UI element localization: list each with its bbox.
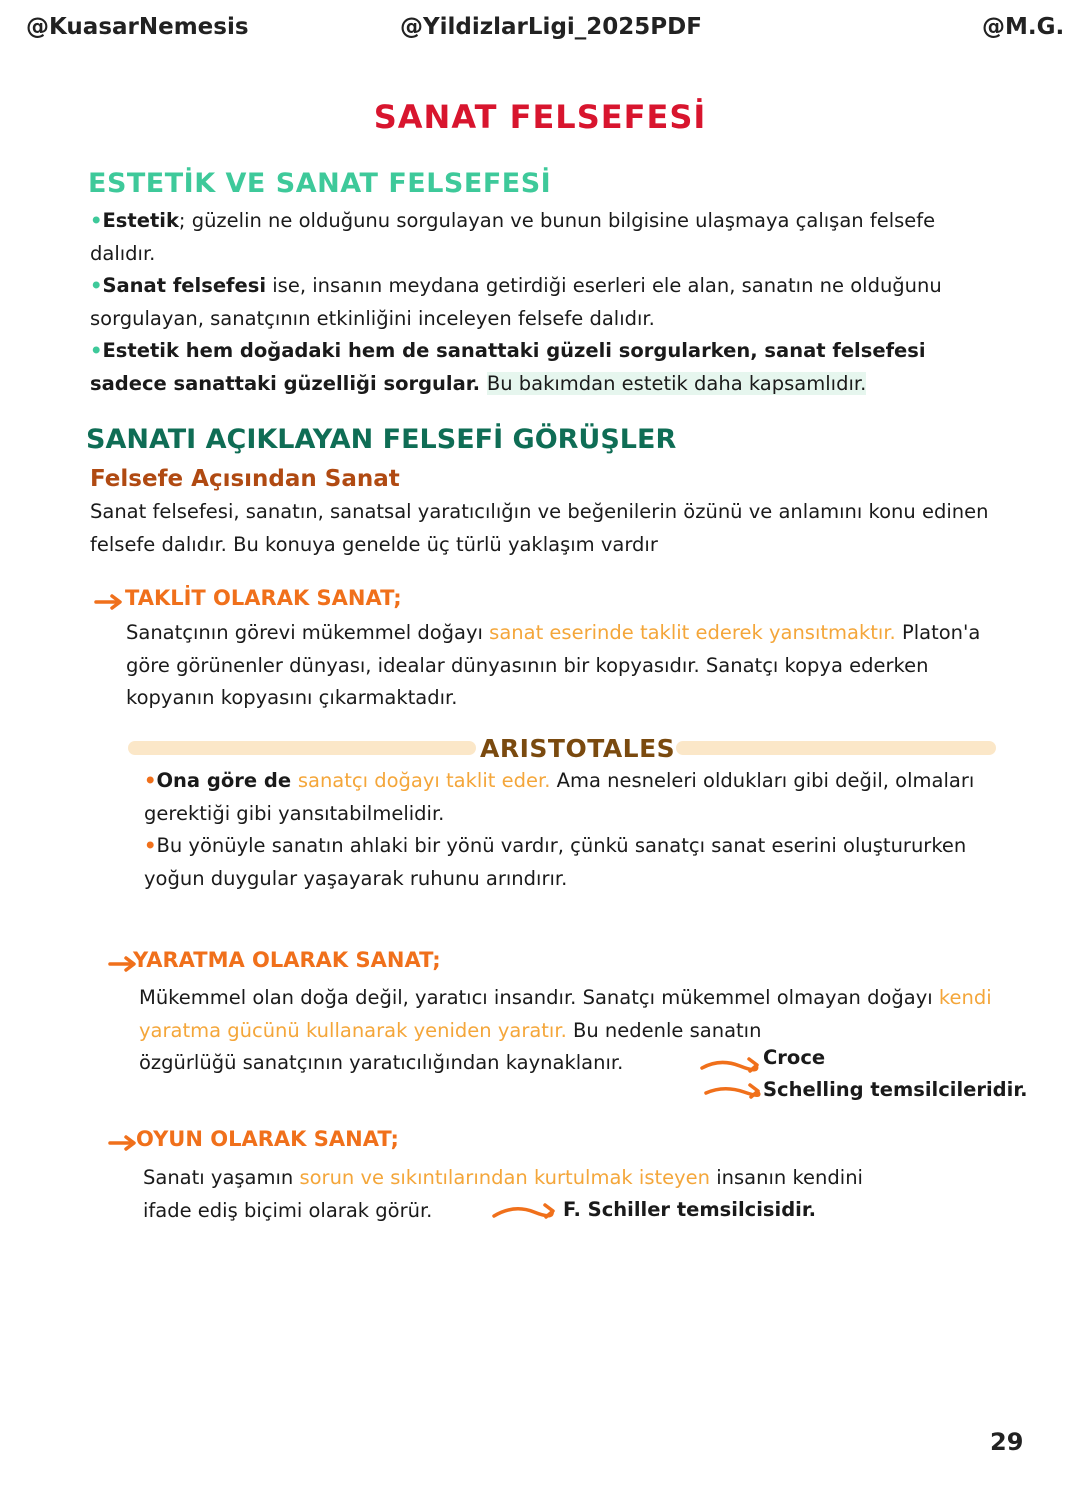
heading-yaratma: YARATMA OLARAK SANAT; (133, 948, 441, 972)
sanat-felsefesi-definition-text: ise, insanın meydana getirdiği eserleri ele alan, sanatın ne olduğunu sorgulayan, sanatçının etkinliğini inceleyen felsefe dalıdır. (90, 274, 942, 330)
page-title: SANAT FELSEFESİ (373, 98, 707, 136)
oyun-last-line: ifade ediş biçimi olarak görür. (143, 1199, 433, 1222)
taklit-text-start: Sanatçının görevi mükemmel doğayı (126, 621, 490, 644)
section-heading-estetik: ESTETİK VE SANAT FELSEFESİ (88, 168, 552, 199)
paragraph-aristotales-2 (144, 830, 1014, 895)
bullet-icon: • (90, 339, 103, 362)
representative-schelling: Schelling temsilcileridir. (763, 1078, 1028, 1101)
bullet-icon: • (90, 274, 103, 297)
paragraph-estetik-definition (90, 205, 990, 270)
bullet-icon: • (144, 769, 157, 792)
yaratma-last-line: özgürlüğü sanatçının yaratıcılığından kaynaklanır. (139, 1051, 624, 1074)
arrow-right-icon (108, 1134, 138, 1152)
yaratma-text-end: Bu nedenle sanatın (566, 1018, 762, 1042)
paragraph-yaratma (139, 982, 1019, 1047)
yaratma-highlight: kendi yaratma gücünü kullanarak yeniden yaratır. (139, 986, 992, 1042)
aristotales-text-end: Ama nesneleri oldukları gibi değil, olmaları gerektiği gibi yansıtabilmelidir. (144, 769, 975, 825)
aristotales-text-start: Ona göre de (156, 769, 298, 792)
bullet-icon: • (90, 209, 103, 232)
aristotales-divider-right (676, 741, 996, 755)
aristotales-ethics-text: Bu yönüyle sanatın ahlaki bir yönü vardır, çünkü sanatçı sanat eserini oluştururken yoğun duygular yaşayarak ruhunu arındırır. (144, 834, 967, 890)
paragraph-intro: Sanat felsefesi, sanatın, sanatsal yaratıcılığın ve beğenilerin özünü ve anlamını konu edinen felsefe dalıdır. Bu konuya genelde üç türlü yaklaşım vardır (90, 500, 989, 556)
header-right-handle: @M.G. (982, 14, 1065, 40)
oyun-highlight: sorun ve sıkıntılarından kurtulmak isteyen (299, 1166, 711, 1189)
paragraph-comparison (90, 335, 990, 400)
bullet-icon: • (144, 834, 157, 857)
comparison-conclusion: Bu bakımdan estetik daha kapsamlıdır. (486, 371, 867, 395)
curved-arrow-icon (492, 1200, 558, 1224)
term-sanat-felsefesi: Sanat felsefesi (102, 274, 267, 297)
aristotales-divider-left (128, 741, 476, 755)
yaratma-text-start: Mükemmel olan doğa değil, yaratıcı insandır. Sanatçı mükemmel olmayan doğayı (139, 986, 939, 1009)
paragraph-taklit (126, 617, 1016, 715)
subheading-felsefe-acisindan: Felsefe Açısından Sanat (90, 466, 400, 492)
taklit-highlight: sanat eserinde taklit ederek yansıtmaktır. (489, 621, 896, 644)
heading-oyun: OYUN OLARAK SANAT; (136, 1127, 399, 1151)
paragraph-sanat-felsefesi-definition (90, 270, 990, 335)
paragraph-oyun (143, 1162, 863, 1195)
oyun-text-end: insanın kendini (710, 1166, 863, 1189)
page-number: 29 (990, 1428, 1024, 1456)
curved-arrow-icon (700, 1052, 762, 1102)
representative-croce: Croce (763, 1046, 826, 1069)
section-heading-felsefi-gorusler: SANATI AÇIKLAYAN FELSEFİ GÖRÜŞLER (86, 424, 677, 455)
heading-taklit: TAKLİT OLARAK SANAT; (125, 586, 402, 610)
header-center-handle: @YildizlarLigi_2025PDF (400, 14, 702, 40)
heading-aristotales: ARISTOTALES (480, 734, 676, 763)
header-left-handle: @KuasarNemesis (26, 14, 249, 40)
taklit-text-end: Platon'a göre görünenler dünyası, idealar dünyasının bir kopyasıdır. Sanatçı kopya ederken kopyanın kopyasını çıkarmaktadır. (126, 621, 981, 709)
estetik-definition-text: ; güzelin ne olduğunu sorgulayan ve bunun bilgisine ulaşmaya çalışan felsefe dalıdır. (90, 209, 936, 265)
paragraph-aristotales-1 (144, 765, 1014, 830)
comparison-text: Estetik hem doğadaki hem de sanattaki güzeli sorgularken, sanat felsefesi sadece sanattaki güzelliği sorgular. (90, 339, 926, 395)
oyun-text-start: Sanatı yaşamın (143, 1166, 300, 1189)
representative-schiller: F. Schiller temsilcisidir. (563, 1198, 817, 1221)
aristotales-highlight: sanatçı doğayı taklit eder. (297, 769, 551, 792)
arrow-right-icon (94, 593, 124, 611)
term-estetik: Estetik (102, 209, 179, 232)
